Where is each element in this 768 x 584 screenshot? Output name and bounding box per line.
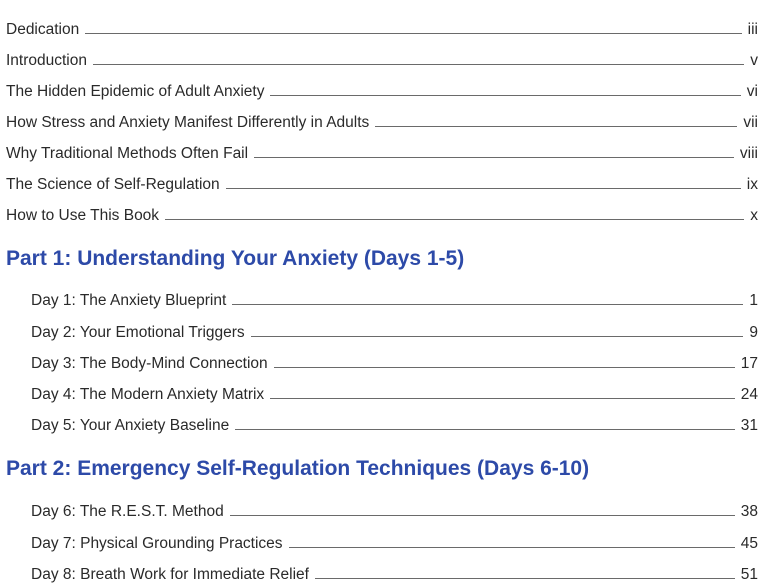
toc-entry-stress-manifest[interactable] xyxy=(6,110,758,132)
toc-entry-page: 31 xyxy=(740,417,758,434)
toc-entry-title: Day 4: The Modern Anxiety Matrix xyxy=(31,386,265,403)
leader-line xyxy=(375,126,737,127)
toc-entry-page: 45 xyxy=(740,535,758,552)
leader-line xyxy=(232,304,743,305)
toc-entry-day-1[interactable] xyxy=(31,288,758,310)
toc-entry-day-2[interactable] xyxy=(31,320,758,342)
leader-line xyxy=(254,157,734,158)
toc-entry-title: Day 1: The Anxiety Blueprint xyxy=(31,292,227,309)
toc-entry-title: Why Traditional Methods Often Fail xyxy=(6,145,249,162)
toc-entry-hidden-epidemic[interactable] xyxy=(6,79,758,101)
toc-entry-page: 24 xyxy=(740,386,758,403)
toc-entry-page: x xyxy=(750,207,758,224)
toc-entry-day-5[interactable] xyxy=(31,413,758,435)
toc-entry-title: The Science of Self-Regulation xyxy=(6,176,220,193)
toc-entry-day-8[interactable] xyxy=(31,562,758,584)
toc-entry-page: vii xyxy=(743,114,758,131)
toc-entry-title: The Hidden Epidemic of Adult Anxiety xyxy=(6,83,265,100)
leader-line xyxy=(165,219,744,220)
leader-line xyxy=(270,95,740,96)
leader-line xyxy=(235,429,735,430)
toc-entry-title: How Stress and Anxiety Manifest Differently in Adults xyxy=(6,114,370,131)
toc-entry-introduction[interactable] xyxy=(6,48,758,70)
toc-entry-title: How to Use This Book xyxy=(6,207,160,224)
toc-entry-page: iii xyxy=(747,21,758,38)
toc-entry-title: Introduction xyxy=(6,52,87,69)
toc-entry-title: Day 3: The Body-Mind Connection xyxy=(31,355,268,372)
toc-entry-page: 9 xyxy=(749,324,758,341)
toc-entry-dedication[interactable] xyxy=(6,17,758,39)
toc-entry-page: ix xyxy=(746,176,758,193)
toc-entry-science[interactable] xyxy=(6,172,758,194)
part-heading: Part 1: Understanding Your Anxiety (Days 1-5) xyxy=(6,247,465,270)
leader-line xyxy=(93,64,744,65)
leader-line xyxy=(315,578,735,579)
toc-entry-title: Dedication xyxy=(6,21,80,38)
toc-entry-page: 1 xyxy=(749,292,758,309)
toc-entry-page: viii xyxy=(739,145,758,162)
toc-entry-title: Day 2: Your Emotional Triggers xyxy=(31,324,245,341)
toc-entry-title: Day 8: Breath Work for Immediate Relief xyxy=(31,566,309,583)
toc-entry-day-7[interactable] xyxy=(31,531,758,553)
leader-line xyxy=(274,367,735,368)
part-heading: Part 2: Emergency Self-Regulation Techniques (Days 6-10) xyxy=(6,457,590,480)
toc-entry-traditional-methods[interactable] xyxy=(6,141,758,163)
toc-entry-page: 38 xyxy=(740,503,758,520)
toc-entry-page: vi xyxy=(746,83,758,100)
toc-entry-day-4[interactable] xyxy=(31,382,758,404)
leader-line xyxy=(226,188,741,189)
toc-entry-day-3[interactable] xyxy=(31,351,758,373)
toc-entry-how-to-use[interactable] xyxy=(6,203,758,225)
leader-line xyxy=(85,33,741,34)
toc-entry-page: v xyxy=(750,52,758,69)
toc-entry-day-6[interactable] xyxy=(31,499,758,521)
toc-entry-title: Day 6: The R.E.S.T. Method xyxy=(31,503,224,520)
toc-entry-title: Day 5: Your Anxiety Baseline xyxy=(31,417,230,434)
toc-entry-title: Day 7: Physical Grounding Practices xyxy=(31,535,283,552)
leader-line xyxy=(230,515,735,516)
toc-entry-page: 51 xyxy=(740,566,758,583)
toc-entry-page: 17 xyxy=(740,355,758,372)
leader-line xyxy=(289,547,735,548)
leader-line xyxy=(270,398,735,399)
leader-line xyxy=(251,336,744,337)
